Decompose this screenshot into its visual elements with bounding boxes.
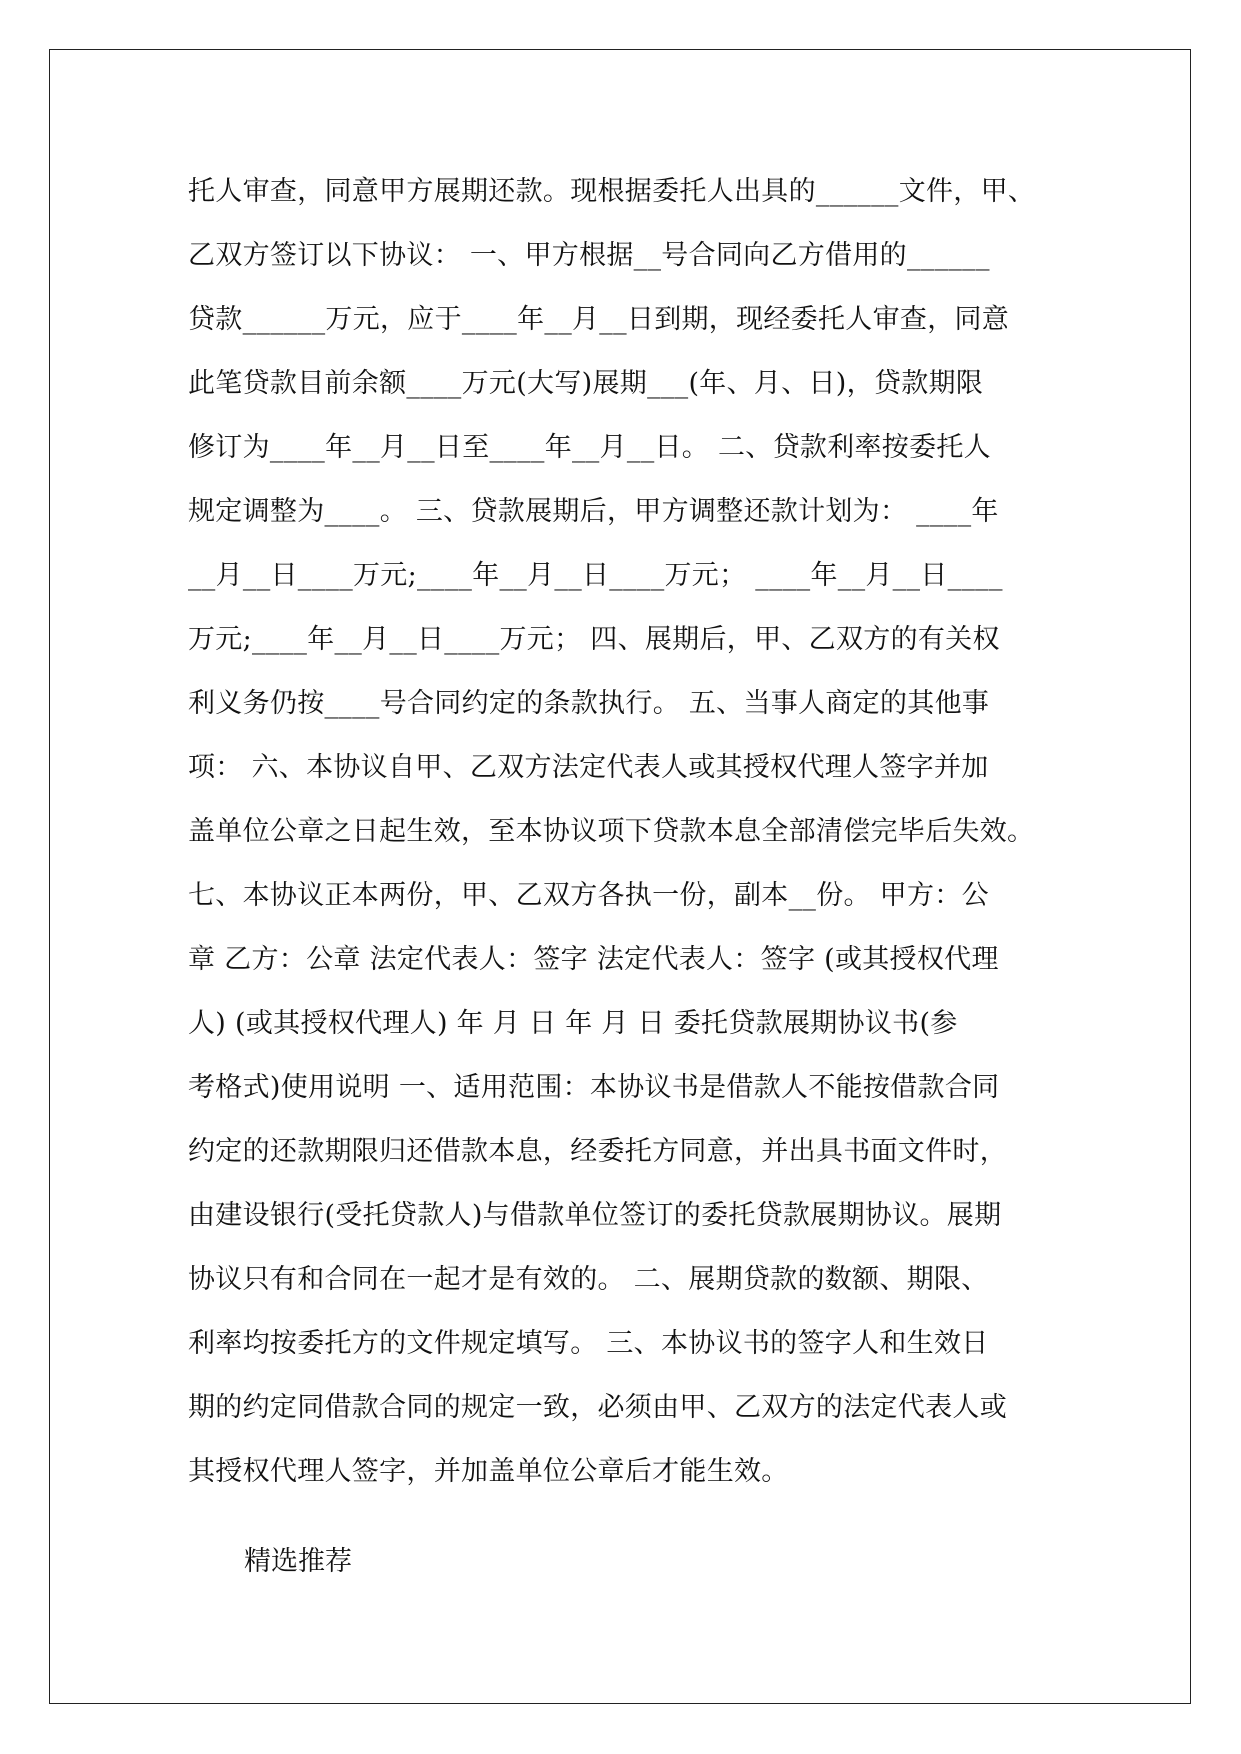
text-line: 盖单位公章之日起生效，至本协议项下贷款本息全部清偿完毕后失效。 — [188, 816, 1035, 847]
text-line: 万元;____年__月__日____万元； 四、展期后，甲、乙双方的有关权 — [188, 624, 1000, 655]
text-line: 利率均按委托方的文件规定填写。 三、本协议书的签字人和生效日 — [188, 1328, 989, 1359]
document-body — [188, 160, 1063, 1504]
text-line: 人) (或其授权代理人) 年 月 日 年 月 日 委托贷款展期协议书(参 — [188, 1008, 958, 1039]
text-line: 七、本协议正本两份，甲、乙双方各执一份，副本__份。 甲方：公 — [188, 880, 989, 911]
text-line: 贷款______万元，应于____年__月__日到期，现经委托人审查，同意 — [188, 304, 1010, 335]
text-line: 其授权代理人签字，并加盖单位公章后才能生效。 — [188, 1456, 789, 1487]
text-line: 此笔贷款目前余额____万元(大写)展期___(年、月、日)，贷款期限 — [188, 368, 984, 399]
text-line: __月__日____万元;____年__月__日____万元； ____年__月__日____ — [188, 560, 1003, 591]
text-line: 协议只有和合同在一起才是有效的。 二、展期贷款的数额、期限、 — [188, 1264, 989, 1295]
text-line: 规定调整为____。 三、贷款展期后，甲方调整还款计划为： ____年 — [188, 496, 999, 527]
text-line: 托人审查，同意甲方展期还款。现根据委托人出具的______文件，甲、 — [188, 176, 1036, 207]
text-line: 由建设银行(受托贷款人)与借款单位签订的委托贷款展期协议。展期 — [188, 1200, 1002, 1231]
text-line: 乙双方签订以下协议： 一、甲方根据__号合同向乙方借用的______ — [188, 240, 990, 271]
text-line: 考格式)使用说明 一、适用范围：本协议书是借款人不能按借款合同 — [188, 1072, 1000, 1103]
recommend-label: 精选推荐 — [244, 1546, 352, 1577]
text-line: 利义务仍按____号合同约定的条款执行。 五、当事人商定的其他事 — [188, 688, 990, 719]
text-line: 期的约定同借款合同的规定一致，必须由甲、乙双方的法定代表人或 — [188, 1392, 1007, 1423]
text-line: 约定的还款期限归还借款本息，经委托方同意，并出具书面文件时， — [188, 1136, 1007, 1167]
text-line: 章 乙方：公章 法定代表人：签字 法定代表人：签字 (或其授权代理 — [188, 944, 999, 975]
text-line: 项： 六、本协议自甲、乙双方法定代表人或其授权代理人签字并加 — [188, 752, 989, 783]
text-line: 修订为____年__月__日至____年__月__日。 二、贷款利率按委托人 — [188, 432, 991, 463]
